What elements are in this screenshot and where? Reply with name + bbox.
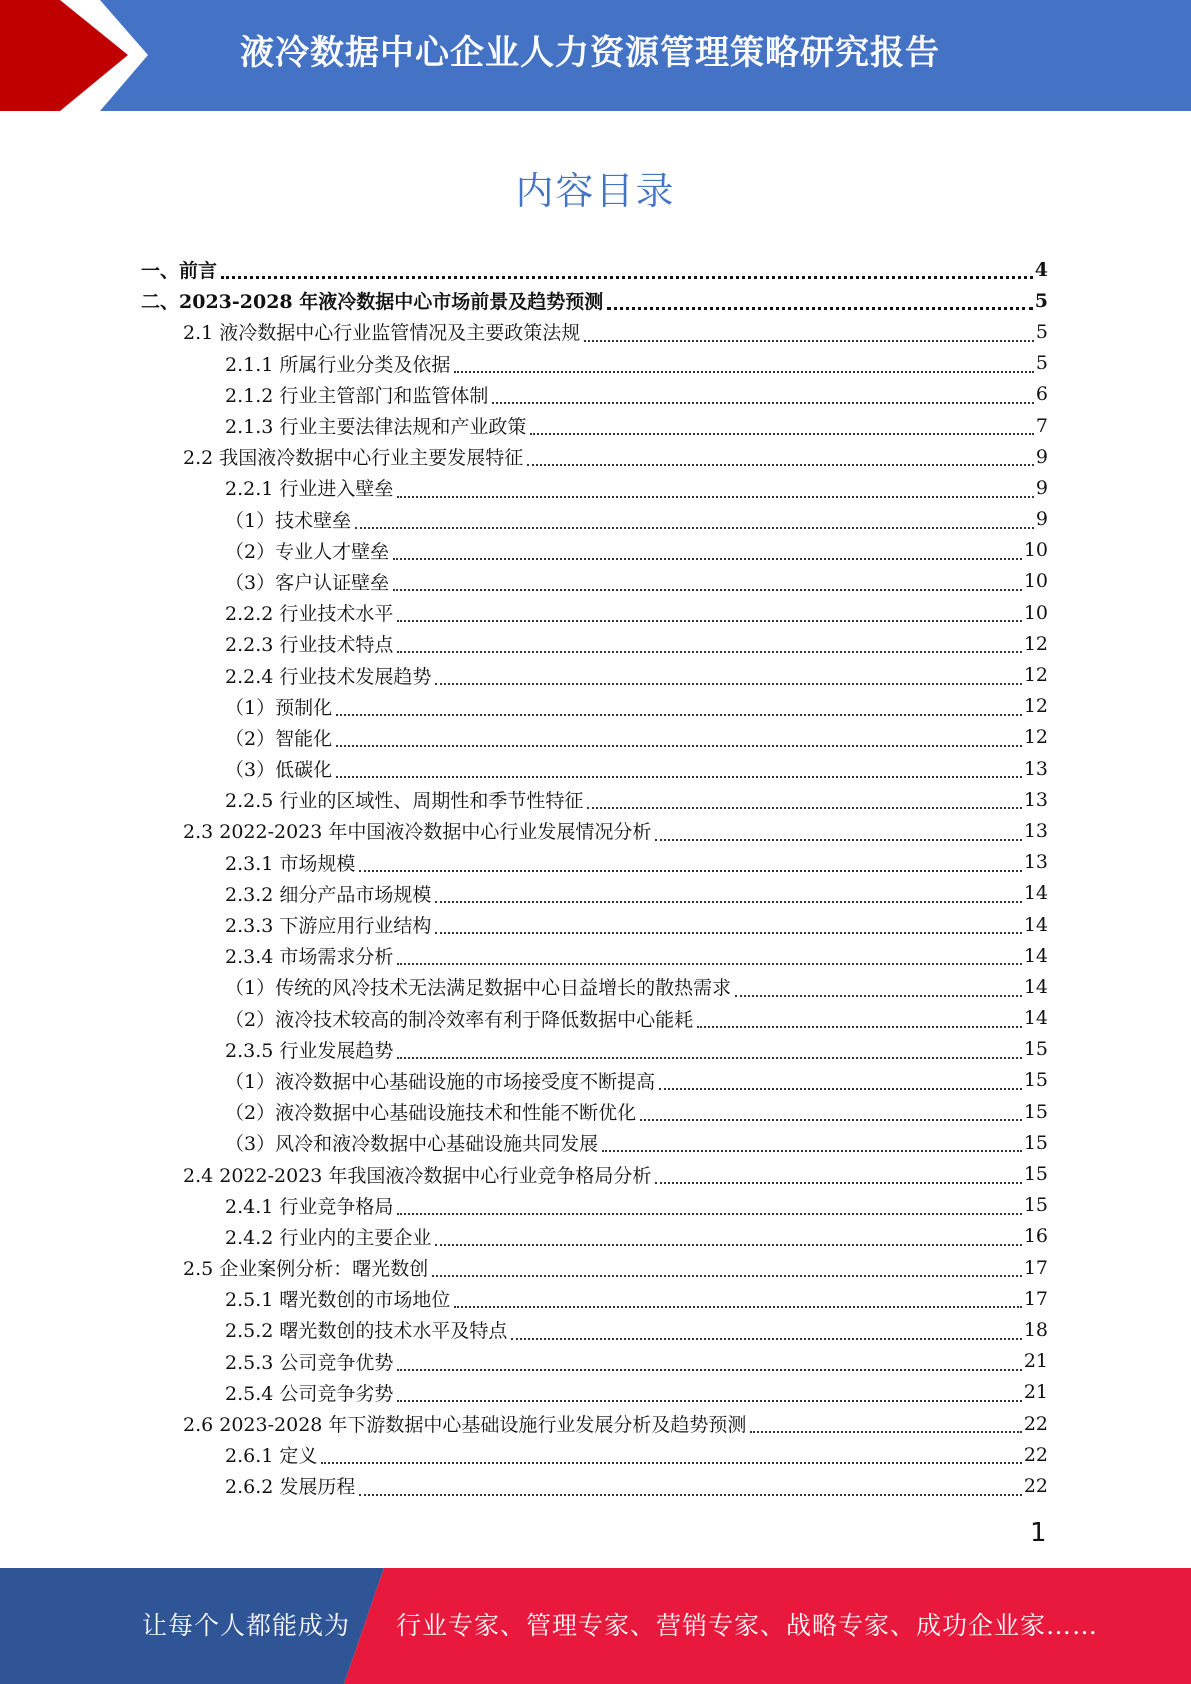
toc-dot-leader bbox=[697, 1026, 1022, 1028]
toc-entry[interactable] bbox=[141, 784, 1048, 815]
toc-entry-label: （2）专业人才壁垒 bbox=[225, 540, 390, 563]
toc-entry[interactable] bbox=[141, 847, 1048, 878]
toc-dot-leader bbox=[527, 464, 1034, 466]
toc-entry-page: 5 bbox=[1034, 289, 1048, 312]
table-of-contents bbox=[141, 254, 1048, 1502]
toc-entry-label: 2.2.4 行业技术发展趋势 bbox=[225, 665, 432, 688]
toc-dot-leader bbox=[359, 870, 1021, 872]
toc-entry-page: 15 bbox=[1023, 1131, 1048, 1154]
toc-entry-label: 2.2.2 行业技术水平 bbox=[225, 603, 394, 626]
toc-entry-page: 12 bbox=[1023, 695, 1048, 718]
toc-entry-label: （1）液冷数据中心基础设施的市场接受度不断提高 bbox=[225, 1070, 656, 1093]
toc-dot-leader bbox=[221, 276, 1033, 279]
toc-entry[interactable] bbox=[141, 691, 1048, 722]
toc-entry-label: 2.2.5 行业的区域性、周期性和季节性特征 bbox=[225, 790, 584, 813]
toc-entry[interactable] bbox=[141, 1470, 1048, 1501]
toc-entry-page: 10 bbox=[1023, 570, 1048, 593]
toc-entry-page: 18 bbox=[1023, 1318, 1048, 1341]
toc-entry[interactable] bbox=[141, 472, 1048, 503]
toc-entry-page: 7 bbox=[1035, 414, 1048, 437]
toc-dot-leader bbox=[397, 496, 1034, 498]
toc-entry-page: 14 bbox=[1023, 975, 1048, 998]
toc-dot-leader bbox=[336, 714, 1022, 716]
toc-entry[interactable] bbox=[141, 1221, 1048, 1252]
toc-entry-page: 22 bbox=[1023, 1412, 1048, 1435]
toc-entry-page: 13 bbox=[1023, 819, 1048, 842]
toc-entry-page: 10 bbox=[1023, 601, 1048, 624]
toc-entry-label: 2.6.2 发展历程 bbox=[225, 1476, 356, 1499]
toc-dot-leader bbox=[397, 1369, 1021, 1371]
toc-dot-leader bbox=[454, 371, 1034, 373]
toc-entry-label: 2.5.2 曙光数创的技术水平及特点 bbox=[225, 1320, 508, 1343]
toc-entry[interactable] bbox=[141, 1252, 1048, 1283]
toc-entry[interactable] bbox=[141, 940, 1048, 971]
toc-entry-label: 2.6.1 定义 bbox=[225, 1445, 318, 1468]
toc-dot-leader bbox=[511, 1338, 1021, 1340]
toc-entry-label: 2.2 我国液冷数据中心行业主要发展特征 bbox=[183, 447, 524, 470]
toc-dot-leader bbox=[640, 1119, 1022, 1121]
toc-dot-leader bbox=[492, 402, 1034, 404]
toc-entry[interactable] bbox=[141, 504, 1048, 535]
toc-entry-page: 9 bbox=[1035, 508, 1048, 531]
toc-entry-page: 13 bbox=[1023, 757, 1048, 780]
toc-entry-label: 2.5.4 公司竞争劣势 bbox=[225, 1382, 394, 1405]
toc-entry[interactable] bbox=[141, 254, 1048, 285]
toc-entry[interactable] bbox=[141, 410, 1048, 441]
toc-entry-page: 22 bbox=[1023, 1443, 1048, 1466]
toc-entry-label: 2.4.2 行业内的主要企业 bbox=[225, 1226, 432, 1249]
toc-entry[interactable] bbox=[141, 1346, 1048, 1377]
toc-dot-leader bbox=[355, 527, 1034, 529]
toc-dot-leader bbox=[393, 558, 1022, 560]
toc-entry-page: 9 bbox=[1035, 476, 1048, 499]
toc-entry-page: 12 bbox=[1023, 664, 1048, 687]
toc-entry-page: 15 bbox=[1023, 1038, 1048, 1061]
toc-entry-label: 2.3.3 下游应用行业结构 bbox=[225, 915, 432, 938]
toc-entry[interactable] bbox=[141, 1283, 1048, 1314]
toc-entry-label: 2.4 2022-2023 年我国液冷数据中心行业竞争格局分析 bbox=[183, 1164, 652, 1187]
toc-entry-label: 2.5 企业案例分析：曙光数创 bbox=[183, 1258, 429, 1281]
footer-slogan-left: 让每个人都能成为 bbox=[142, 1611, 351, 1640]
toc-entry-label: （1）技术壁垒 bbox=[225, 509, 352, 532]
toc-entry[interactable] bbox=[141, 1065, 1048, 1096]
toc-entry[interactable] bbox=[141, 909, 1048, 940]
toc-dot-leader bbox=[602, 1150, 1022, 1152]
toc-entry[interactable] bbox=[141, 1158, 1048, 1189]
toc-entry-label: 2.6 2023-2028 年下游数据中心基础设施行业发展分析及趋势预测 bbox=[183, 1414, 747, 1437]
toc-entry-label: 一、前言 bbox=[141, 260, 218, 283]
toc-entry[interactable] bbox=[141, 1314, 1048, 1345]
toc-entry-page: 15 bbox=[1023, 1194, 1048, 1217]
toc-entry-page: 12 bbox=[1023, 632, 1048, 655]
toc-entry-label: 2.3.2 细分产品市场规模 bbox=[225, 883, 432, 906]
toc-entry-label: 2.3.1 市场规模 bbox=[225, 852, 356, 875]
toc-dot-leader bbox=[584, 340, 1034, 342]
toc-entry[interactable] bbox=[141, 628, 1048, 659]
toc-entry-page: 22 bbox=[1023, 1474, 1048, 1497]
toc-entry-page: 12 bbox=[1023, 726, 1048, 749]
toc-entry-page: 13 bbox=[1023, 788, 1048, 811]
toc-dot-leader bbox=[435, 1244, 1021, 1246]
toc-entry-label: （2）液冷技术较高的制冷效率有利于降低数据中心能耗 bbox=[225, 1008, 694, 1031]
toc-dot-leader bbox=[393, 589, 1022, 591]
toc-entry[interactable] bbox=[141, 722, 1048, 753]
toc-dot-leader bbox=[655, 1182, 1021, 1184]
toc-entry-page: 21 bbox=[1023, 1350, 1048, 1373]
toc-entry-label: 2.3.4 市场需求分析 bbox=[225, 946, 394, 969]
toc-entry[interactable] bbox=[141, 1377, 1048, 1408]
toc-entry-label: （1）预制化 bbox=[225, 696, 333, 719]
toc-entry-label: 二、2023-2028 年液冷数据中心市场前景及趋势预测 bbox=[141, 291, 604, 314]
toc-entry[interactable] bbox=[141, 878, 1048, 909]
toc-entry[interactable] bbox=[141, 1439, 1048, 1470]
toc-entry-page: 4 bbox=[1034, 258, 1048, 281]
toc-entry-page: 21 bbox=[1023, 1381, 1048, 1404]
toc-dot-leader bbox=[435, 901, 1021, 903]
toc-entry-page: 15 bbox=[1023, 1163, 1048, 1186]
toc-entry[interactable] bbox=[141, 753, 1048, 784]
toc-entry[interactable] bbox=[141, 1034, 1048, 1065]
toc-entry[interactable] bbox=[141, 441, 1048, 472]
toc-entry-label: 2.1.3 行业主要法律法规和产业政策 bbox=[225, 416, 527, 439]
toc-entry-page: 9 bbox=[1035, 445, 1048, 468]
footer-slogan-right: 行业专家、管理专家、营销专家、战略专家、成功企业家…… bbox=[396, 1611, 1099, 1640]
toc-dot-leader bbox=[435, 932, 1021, 934]
toc-entry-label: 2.3 2022-2023 年中国液冷数据中心行业发展情况分析 bbox=[183, 821, 652, 844]
toc-entry-label: （3）低碳化 bbox=[225, 759, 333, 782]
toc-entry-page: 14 bbox=[1023, 913, 1048, 936]
toc-entry-label: （1）传统的风冷技术无法满足数据中心日益增长的散热需求 bbox=[225, 977, 732, 1000]
page-number: 1 bbox=[1030, 1518, 1047, 1548]
header-bar bbox=[0, 0, 1191, 111]
toc-entry-label: 2.1 液冷数据中心行业监管情况及主要政策法规 bbox=[183, 322, 581, 345]
toc-entry-label: 2.5.3 公司竞争优势 bbox=[225, 1351, 394, 1374]
toc-entry[interactable] bbox=[141, 379, 1048, 410]
toc-entry-label: （3）风冷和液冷数据中心基础设施共同发展 bbox=[225, 1133, 599, 1156]
toc-dot-leader bbox=[655, 839, 1021, 841]
toc-dot-leader bbox=[397, 1057, 1021, 1059]
toc-entry-label: 2.1.2 行业主管部门和监管体制 bbox=[225, 384, 489, 407]
toc-entry-label: 2.4.1 行业竞争格局 bbox=[225, 1195, 394, 1218]
toc-dot-leader bbox=[336, 776, 1022, 778]
toc-entry[interactable] bbox=[141, 285, 1048, 316]
toc-entry-label: 2.5.1 曙光数创的市场地位 bbox=[225, 1289, 451, 1312]
toc-dot-leader bbox=[750, 1431, 1021, 1433]
toc-dot-leader bbox=[397, 620, 1021, 622]
toc-dot-leader bbox=[397, 1400, 1021, 1402]
toc-entry[interactable] bbox=[141, 815, 1048, 846]
toc-entry[interactable] bbox=[141, 1127, 1048, 1158]
toc-entry-page: 17 bbox=[1023, 1256, 1048, 1279]
toc-heading: 内容目录 bbox=[515, 169, 676, 213]
toc-entry-page: 15 bbox=[1023, 1069, 1048, 1092]
toc-dot-leader bbox=[587, 807, 1021, 809]
toc-entry-page: 5 bbox=[1035, 320, 1048, 343]
toc-entry-page: 14 bbox=[1023, 882, 1048, 905]
toc-entry[interactable] bbox=[141, 1190, 1048, 1221]
toc-dot-leader bbox=[321, 1462, 1021, 1464]
toc-dot-leader bbox=[607, 307, 1033, 310]
toc-entry[interactable] bbox=[141, 1003, 1048, 1034]
toc-dot-leader bbox=[735, 995, 1022, 997]
toc-entry-label: （3）客户认证壁垒 bbox=[225, 571, 390, 594]
toc-dot-leader bbox=[397, 963, 1021, 965]
toc-entry-label: 2.2.3 行业技术特点 bbox=[225, 634, 394, 657]
toc-entry-page: 14 bbox=[1023, 944, 1048, 967]
toc-dot-leader bbox=[359, 1494, 1021, 1496]
toc-entry-page: 13 bbox=[1023, 851, 1048, 874]
toc-entry-label: 2.2.1 行业进入壁垒 bbox=[225, 478, 394, 501]
toc-entry-label: 2.1.1 所属行业分类及依据 bbox=[225, 353, 451, 376]
toc-entry-page: 16 bbox=[1023, 1225, 1048, 1248]
toc-entry-page: 14 bbox=[1023, 1007, 1048, 1030]
toc-entry-page: 10 bbox=[1023, 539, 1048, 562]
toc-entry[interactable] bbox=[141, 1096, 1048, 1127]
toc-entry[interactable] bbox=[141, 659, 1048, 690]
toc-dot-leader bbox=[397, 651, 1021, 653]
toc-entry-label: 2.3.5 行业发展趋势 bbox=[225, 1039, 394, 1062]
toc-entry-page: 6 bbox=[1035, 383, 1048, 406]
toc-entry-page: 15 bbox=[1023, 1100, 1048, 1123]
toc-entry[interactable] bbox=[141, 971, 1048, 1002]
toc-entry[interactable] bbox=[141, 597, 1048, 628]
toc-entry-label: （2）液冷数据中心基础设施技术和性能不断优化 bbox=[225, 1102, 637, 1125]
toc-dot-leader bbox=[397, 1213, 1021, 1215]
toc-dot-leader bbox=[530, 433, 1034, 435]
toc-dot-leader bbox=[336, 745, 1022, 747]
toc-entry[interactable] bbox=[141, 535, 1048, 566]
toc-dot-leader bbox=[435, 683, 1021, 685]
toc-entry-page: 5 bbox=[1035, 352, 1048, 375]
toc-dot-leader bbox=[432, 1275, 1022, 1277]
toc-dot-leader bbox=[659, 1088, 1022, 1090]
toc-entry[interactable] bbox=[141, 348, 1048, 379]
toc-entry[interactable] bbox=[141, 1408, 1048, 1439]
toc-entry-page: 17 bbox=[1023, 1287, 1048, 1310]
toc-dot-leader bbox=[454, 1306, 1021, 1308]
footer-banner bbox=[0, 1568, 1191, 1684]
toc-entry[interactable] bbox=[141, 316, 1048, 347]
report-title: 液冷数据中心企业人力资源管理策略研究报告 bbox=[240, 33, 940, 73]
toc-entry-label: （2）智能化 bbox=[225, 727, 333, 750]
toc-entry[interactable] bbox=[141, 566, 1048, 597]
